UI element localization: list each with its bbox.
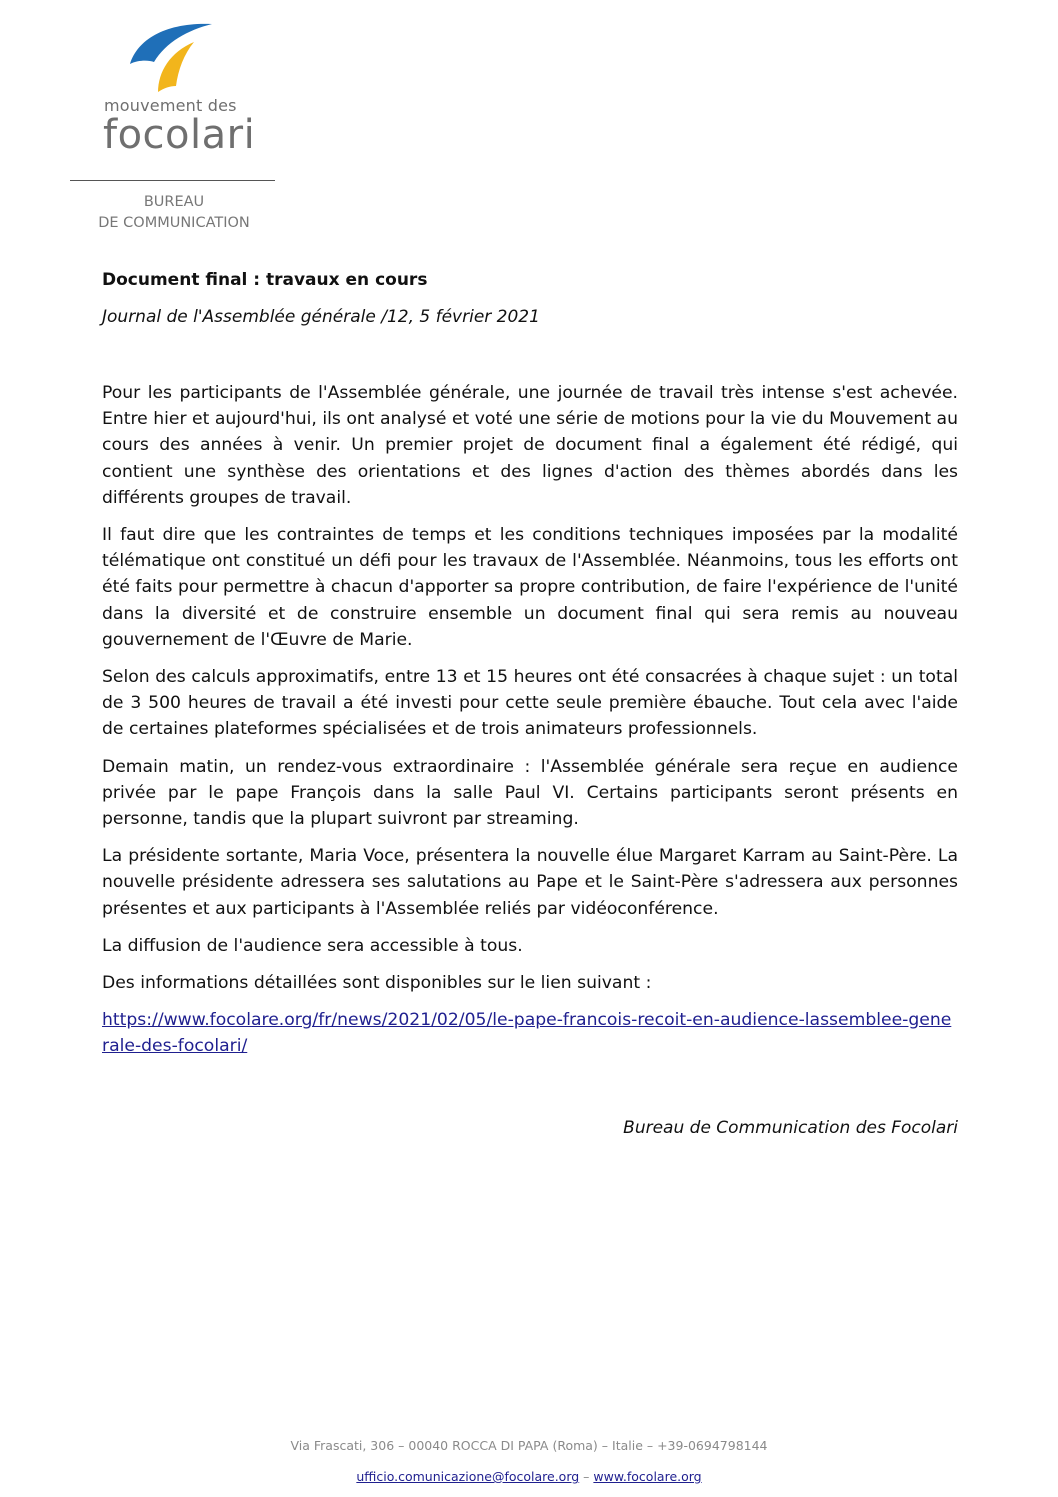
footer-email-link[interactable]: ufficio.comunicazione@focolare.org: [356, 1469, 580, 1484]
paragraph: La diffusion de l'audience sera accessible à tous.: [102, 935, 523, 956]
header-divider: [70, 180, 275, 181]
paragraph: La présidente sortante, Maria Voce, présentera la nouvelle élue Margaret Karram au Saint-Père. La nouvelle présidente adressera ses salutations au Pape et le Saint-Père s'adressera aux personnes présentes et aux participants à l'Assemblée reliés par vidéoconférence.: [102, 846, 958, 919]
office-label: [70, 192, 278, 234]
signature: Bureau de Communication des Focolari: [623, 1118, 958, 1138]
paragraph: Pour les participants de l'Assemblée générale, une journée de travail très intense s'est achevée. Entre hier et aujourd'hui, ils ont analysé et voté une série de motions pour la vie du Mouvement au cours des années à venir. Un premier projet de document final a également été rédigé, qui contient une synthèse des orientations et des lignes d'action des thèmes abordés dans les différents groupes de travail.: [102, 383, 958, 508]
document-title: Document final : travaux en cours: [102, 270, 428, 290]
paragraph: Des informations détaillées sont disponibles sur le lien suivant :: [102, 973, 652, 994]
paragraph: Demain matin, un rendez-vous extraordinaire : l'Assemblée générale sera reçue en audience privée par le pape François dans la salle Paul VI. Certains participants seront présents en personne, tandis que la plupart suivront par streaming.: [102, 756, 958, 830]
logo-text-line2: focolari: [103, 112, 256, 158]
footer-address: Via Frascati, 306 – 00040 ROCCA DI PAPA (Roma) – Italie – +39-0694798144: [290, 1438, 768, 1453]
link-paragraph: [102, 1007, 958, 1059]
paragraph: Il faut dire que les contraintes de temps et les conditions techniques imposées par la modalité télématique ont constitué un défi pour les travaux de l'Assemblée. Néanmoins, tous les efforts ont été faits pour permettre à chacun d'apporter sa propre contribution, de faire l'expérience de l'unité dans la diversité et de construire ensemble un document final qui sera remis au nouveau gouvernement de l'Œuvre de Marie.: [102, 525, 958, 650]
logo-text-line1: mouvement des: [104, 96, 237, 115]
document-body: [102, 380, 958, 1071]
footer-links: [0, 1469, 1058, 1484]
office-line1: BUREAU: [143, 194, 205, 210]
paragraph: Selon des calculs approximatifs, entre 13 et 15 heures ont été consacrées à chaque sujet : un total de 3 500 heures de travail a été investi pour cette seule première ébauche. Tout cela avec l'aide de certaines plateformes spécialisées et de trois animateurs professionnels.: [102, 667, 958, 740]
footer-separator: –: [579, 1469, 594, 1484]
focolari-logo-icon: [128, 20, 214, 94]
office-line2: DE COMMUNICATION: [98, 215, 250, 231]
article-link[interactable]: https://www.focolare.org/fr/news/2021/02/05/le-pape-francois-recoit-en-audience-lassemblee-generale-des-focolari/: [102, 1010, 952, 1057]
document-subtitle: Journal de l'Assemblée générale /12, 5 février 2021: [102, 307, 540, 327]
footer-website-link[interactable]: www.focolare.org: [593, 1469, 702, 1484]
